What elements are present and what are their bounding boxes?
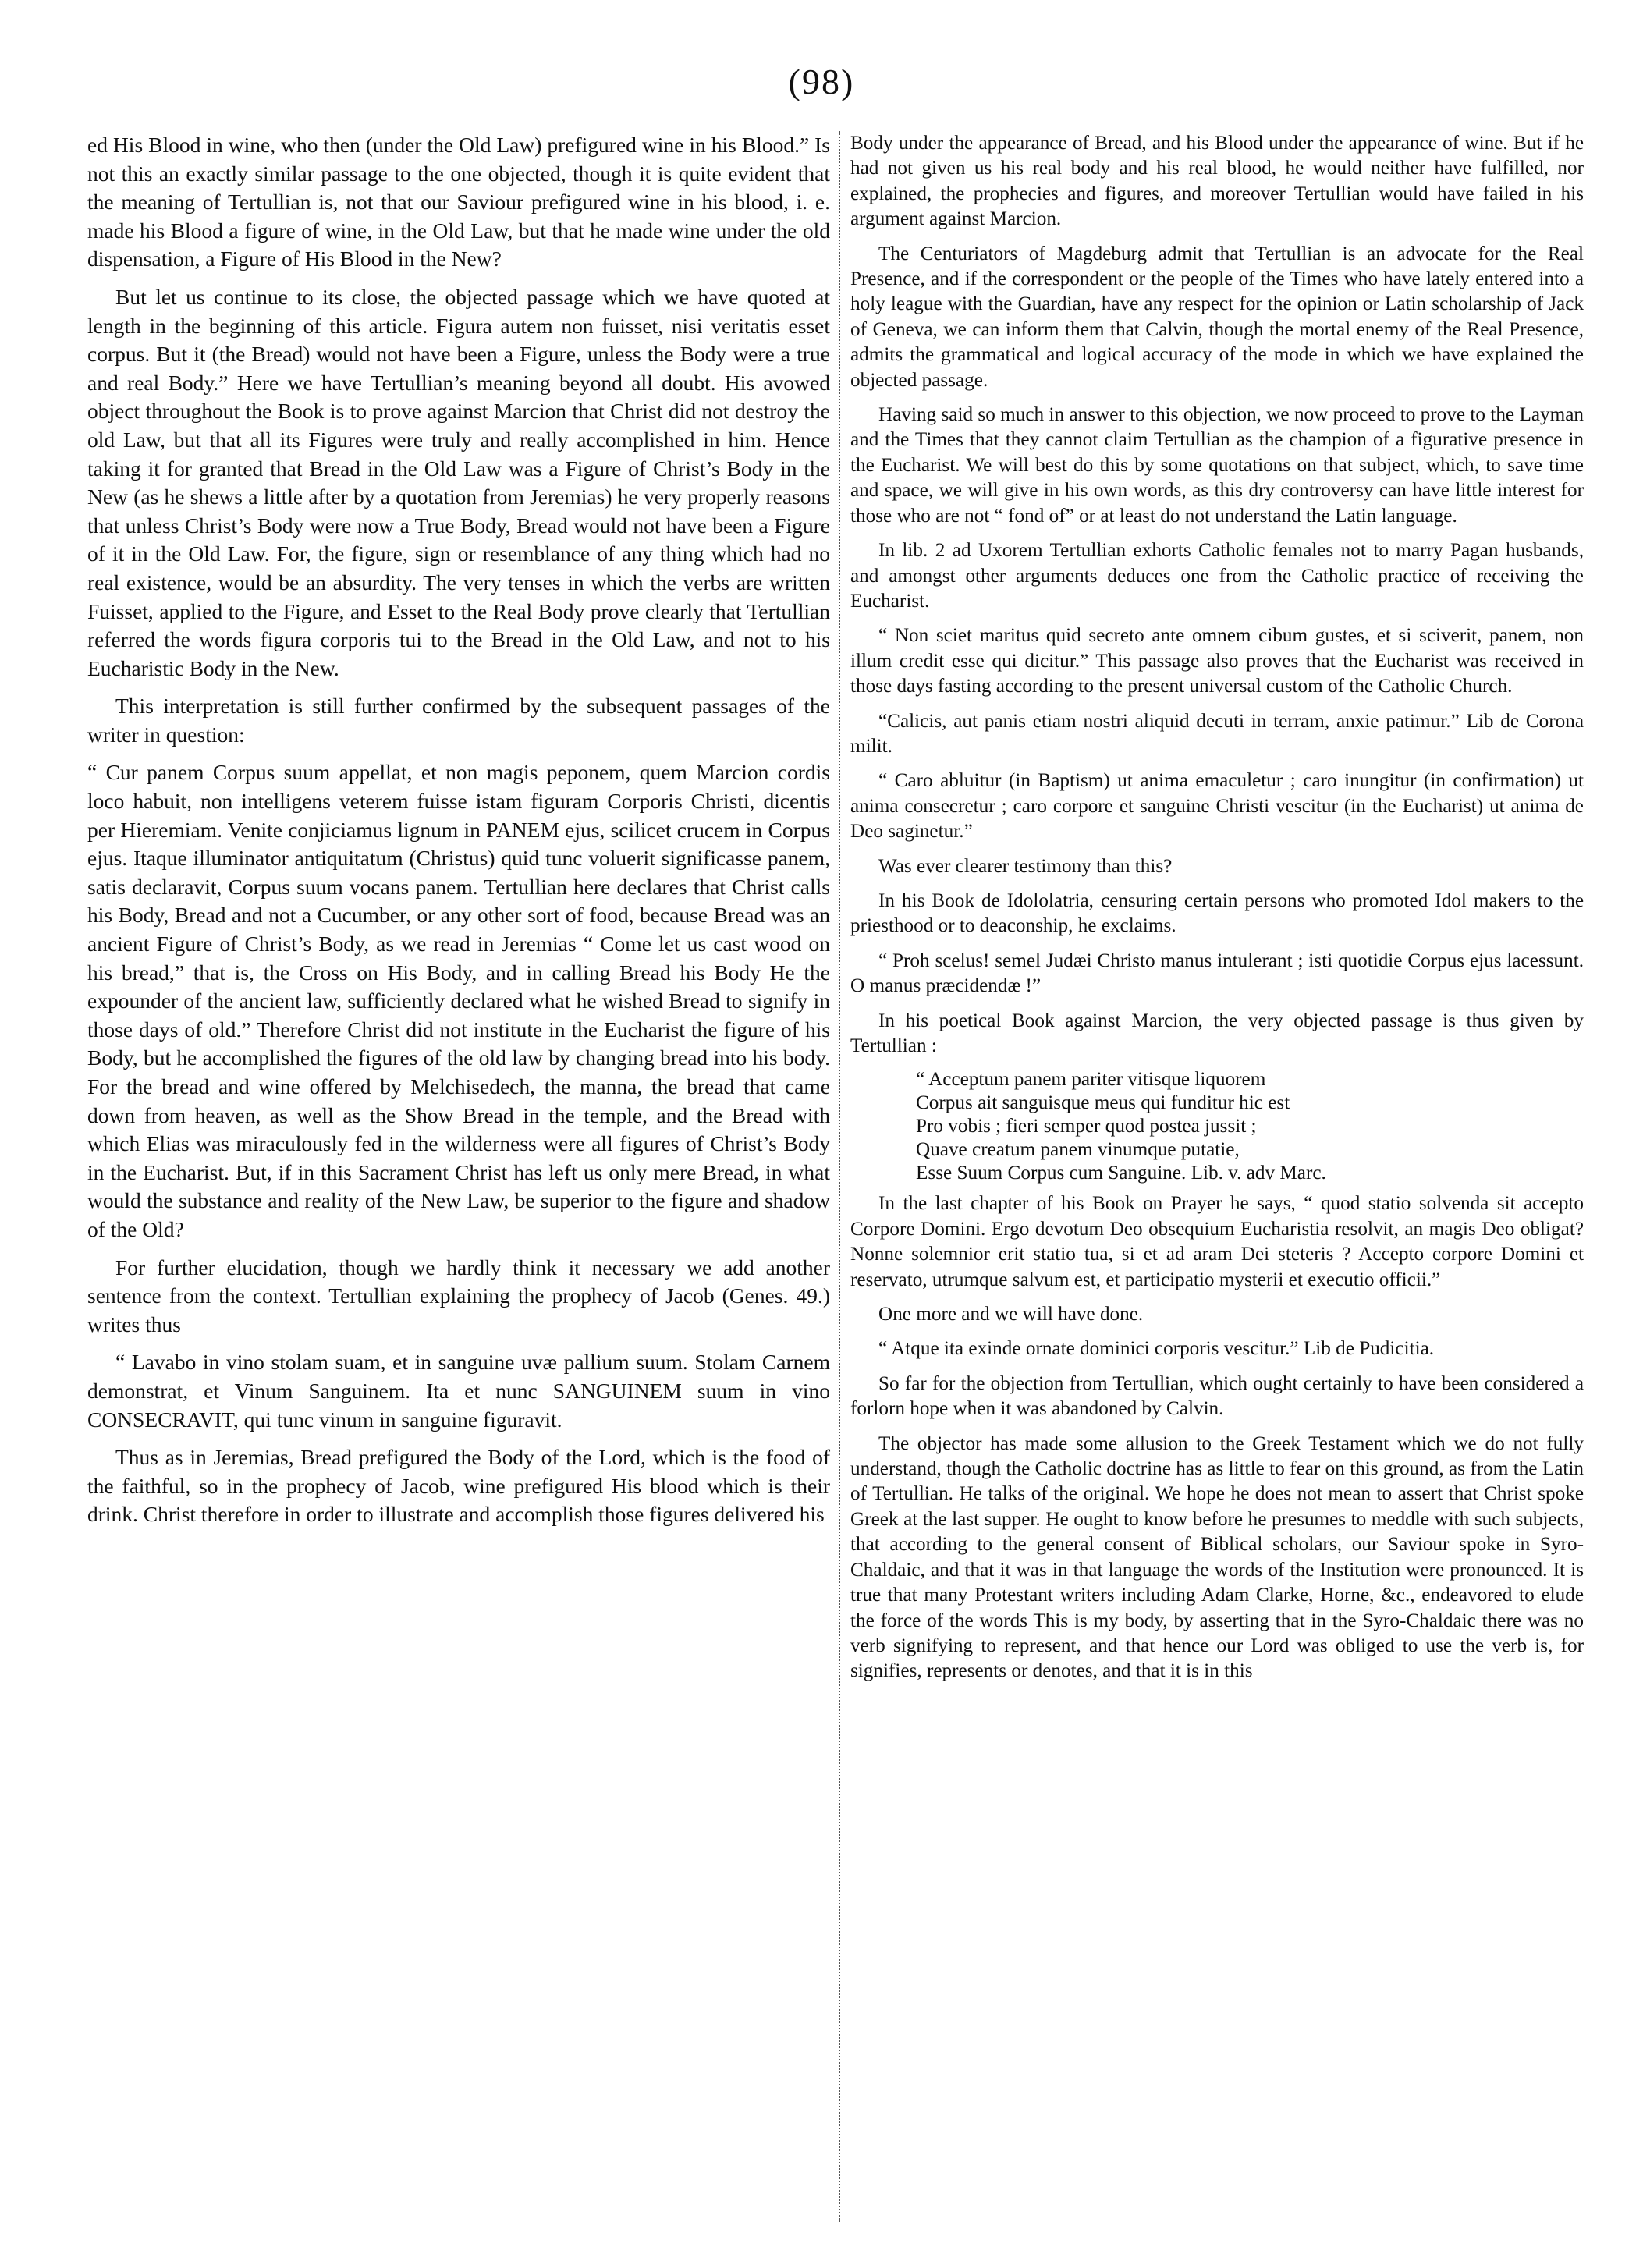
right-paragraph: “ Atque ita exinde ornate dominici corporis vescitur.” Lib de Pudicitia. <box>878 1338 1435 1360</box>
right-paragraph: “Calicis, aut panis etiam nostri aliquid decuti in terram, anxie patimur.” Lib de Corona milit. <box>850 710 1584 757</box>
column-divider <box>839 131 840 2222</box>
right-paragraph: “ Proh scelus! semel Judæi Christo manus intulerant ; isti quotidie Corpus ejus lacessunt. O manus præcidendæ !” <box>850 949 1584 997</box>
right-paragraph: In his Book de Idololatria, censuring certain persons who promoted Idol makers to the priesthood or to deaconship, he exclaims. <box>850 889 1584 937</box>
left-column <box>87 131 830 1539</box>
left-paragraph: For further elucidation, though we hardly think it necessary we add another sentence from the context. Tertullian explaining the prophecy of Jacob (Genes. 49.) writes thus <box>87 1255 830 1336</box>
verse-line: Quave creatum panem vinumque putatie, <box>916 1139 1240 1161</box>
right-paragraph: Was ever clearer testimony than this? <box>878 855 1173 877</box>
right-paragraph: “ Caro abluitur (in Baptism) ut anima emaculetur ; caro inungitur (in confirmation) ut anima consecretur ; caro corpore et sanguine Christi vescitur (in the Eucharist) ut anima de Deo saginetur.” <box>850 770 1584 843</box>
left-paragraph: “ Cur panem Corpus suum appellat, et non magis peponem, quem Marcion cordis loco habuit, non intelligens veterem fuisse istam figuram Corporis Christi, dicentis per Hieremiam. Venite conjiciamus lignum in PANEM ejus, scilicet crucem in Corpus ejus. Itaque illuminator antiquitatum (Christus) quid tunc voluerit significasse panem, satis declaravit, Corpus suum vocans panem. Tertullian here declares that Christ calls his Body, Bread and not a Cucumber, or any other sort of food, because Bread was an ancient Figure of Christ’s Body, as we read in Jeremias “ Come let us cast wood on his bread,” that is, the Cross on His Body, and in calling Bread his Body He the expounder of the ancient law, sufficiently declared what he wished Bread to signify in those days of old.” Therefore Christ did not institute in the Eucharist the figure of his Body, but he accomplished the figures of the old law by changing bread into his body. For the bread and wine offered by Melchisedech, the manna, the bread that came down from heaven, as well as the Show Bread in the temple, and the Bread with which Elias was miraculously fed in the wilderness were all figures of Christ’s Body in the Eucharist. But, if in this Sacrament Christ has left us only mere Bread, in what would the substance and reality of the New Law, be superior to the figure and shadow of the Old? <box>87 760 830 1241</box>
right-paragraph: In the last chapter of his Book on Prayer he says, “ quod statio solvenda sit accepto Corpore Domini. Ergo devotum Deo obsequium Eucharistia resolvit, an magis Deo obligat? Nonne solemnior erit statio tua, si et ad aram Dei steteris ? Accepto corpore Domini et reservato, utrumque salvum est, et participatio mysterii et executio officii.” <box>850 1193 1584 1290</box>
verse-line: Corpus ait sanguisque meus qui funditur hic est <box>916 1092 1290 1114</box>
right-paragraph: In his poetical Book against Marcion, the very objected passage is thus given by Tertullian : <box>850 1010 1584 1056</box>
left-paragraph: ed His Blood in wine, who then (under the Old Law) prefigured wine in his Blood.” Is not this an exactly similar passage to the one objected, though it is quite evident that the meaning of Tertullian is, not that our Saviour prefigured wine in his blood, i. e. made his Blood a figure of wine, in the Old Law, but that he made wine under the old dispensation, a Figure of His Blood in the New? <box>87 133 830 272</box>
verse-line: “ Acceptum panem pariter vitisque liquorem <box>916 1069 1266 1091</box>
right-paragraph: The Centuriators of Magdeburg admit that Tertullian is an advocate for the Real Presence, and if the correspondent or the people of the Times who have lately entered into a holy league with the Guardian, have any respect for the opinion or Latin scholarship of Jack of Geneva, we can inform them that Calvin, though the mortal enemy of the Real Presence, admits the grammatical and logical accuracy of the mode in which we have explained the objected passage. <box>850 243 1584 391</box>
left-paragraph: Thus as in Jeremias, Bread prefigured the Body of the Lord, which is the food of the faithful, so in the prophecy of Jacob, wine prefigured His blood which is their drink. Christ therefore in order to illustrate and accomplish those figures delivered his <box>87 1445 830 1527</box>
right-paragraph: One more and we will have done. <box>878 1304 1144 1326</box>
right-paragraph: Having said so much in answer to this objection, we now proceed to prove to the Layman and the Times that they cannot claim Tertullian as the champion of a figurative presence in the Eucharist. We will best do this by some quotations on that subject, which, to save time and space, we will give in his own words, as this dry controversy can have little interest for those who are not “ fond of” or at least do not understand the Latin language. <box>850 404 1584 527</box>
verse-line: Pro vobis ; fieri semper quod postea jussit ; <box>916 1116 1257 1138</box>
right-paragraph: Body under the appearance of Bread, and his Blood under the appearance of wine. But if he had not given us his real body and his real blood, he would neither have fulfilled, nor explained, the prophecies and figures, and moreover Tertullian would have failed in his argument against Marcion. <box>850 133 1584 230</box>
right-paragraph: In lib. 2 ad Uxorem Tertullian exhorts Catholic females not to marry Pagan husbands, and amongst other arguments deduces one from the Catholic practice of receiving the Eucharist. <box>850 540 1584 612</box>
right-paragraph: “ Non sciet maritus quid secreto ante omnem cibum gustes, et si sciverit, panem, non illum credit esse qui dicitur.” This passage also proves that the Eucharist was received in those days fasting according to the present universal custom of the Catholic Church. <box>850 625 1584 697</box>
verse-line: Esse Suum Corpus cum Sanguine. Lib. v. adv Marc. <box>916 1162 1326 1184</box>
left-paragraph: This interpretation is still further confirmed by the subsequent passages of the writer in question: <box>87 694 830 747</box>
left-paragraph: But let us continue to its close, the objected passage which we have quoted at length in the beginning of this article. Figura autem non fuisset, nisi veritatis esset corpus. But it (the Bread) would not have been a Figure, unless the Body were a true and real Body.” Here we have Tertullian’s meaning beyond all doubt. His avowed object throughout the Book is to prove against Marcion that Christ did not destroy the old Law, but that all its Figures were truly and really accomplished in him. Hence taking it for granted that Bread in the Old Law was a Figure of Christ’s Body in the New (as he shews a little after by a quotation from Jeremias) he very properly reasons that unless Christ’s Body were now a True Body, Bread would not have been a Figure of it in the Old Law. For, the figure, sign or resemblance of any thing which had no real existence, would be an absurdity. The very tenses in which the verbs are written Fuisset, applied to the Figure, and Esset to the Real Body prove clearly that Tertullian referred the words figura corporis tui to the Bread in the Old Law, and not to his Eucharistic Body in the New. <box>87 284 830 680</box>
right-paragraph: The objector has made some allusion to the Greek Testament which we do not fully understand, though the Catholic doctrine has as little to fear on this ground, as from the Latin of Tertullian. He talks of the original. We hope he does not mean to assert that Christ spoke Greek at the last supper. He ought to know before he presumes to meddle with such subjects, that according to the general consent of Biblical scholars, our Saviour spoke in Syro-Chaldaic, and that it was in that language the words of the Institution were pronounced. It is true that many Protestant writers including Adam Clarke, Horne, &c., endeavored to elude the force of the words This is my body, by asserting that in the Syro-Chaldaic there was no verb signifying to represent, and that hence our Lord was obliged to use the verb is, for signifies, represents or denotes, and that it is in this <box>850 1432 1584 1682</box>
right-column <box>850 131 1584 1694</box>
page-number: (98) <box>788 62 855 101</box>
left-paragraph: “ Lavabo in vino stolam suam, et in sanguine uvæ pallium suum. Stolam Carnem demonstrat, et Vinum Sanguinem. Ita et nunc SANGUINEM suum in vino CONSECRAVIT, qui tunc vinum in sanguine figuravit. <box>87 1350 830 1432</box>
right-paragraph: So far for the objection from Tertullian, which ought certainly to have been considered a forlorn hope when it was abandoned by Calvin. <box>850 1372 1584 1420</box>
latin-verse <box>850 1068 1584 1185</box>
